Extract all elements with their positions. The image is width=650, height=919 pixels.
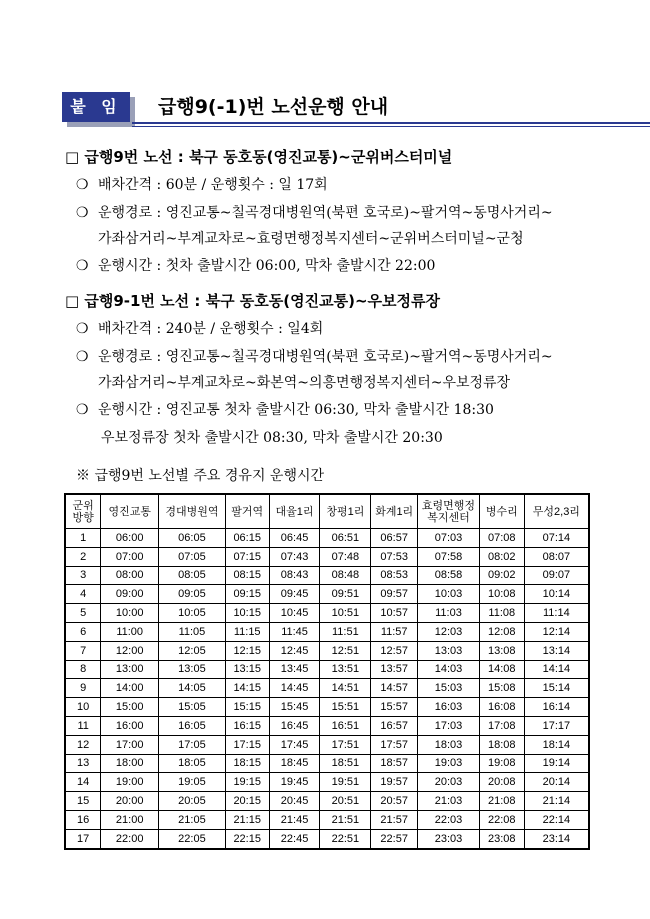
route9-path: ❍ 운행경로 : 영진교통~칠곡경대병원역(북편 호국로)~팔거역~동명사거리~ [76,205,553,221]
time-cell: 10:00 [101,604,159,623]
time-cell: 12:45 [269,641,320,660]
time-cell: 08:00 [101,566,159,585]
time-cell: 21:00 [101,810,159,829]
time-cell: 23:03 [418,829,480,848]
time-cell: 11:03 [418,604,480,623]
time-cell: 16:14 [524,698,589,717]
trip-number-cell: 10 [65,698,101,717]
table-row [65,773,589,792]
time-cell: 11:57 [371,622,418,641]
time-cell: 14:05 [159,679,226,698]
time-cell: 15:15 [225,698,269,717]
trip-number-cell: 7 [65,641,101,660]
time-cell: 18:08 [479,735,524,754]
time-cell: 11:14 [524,604,589,623]
time-cell: 19:15 [225,773,269,792]
time-cell: 22:00 [101,829,159,848]
trip-number-cell: 17 [65,829,101,848]
time-cell: 10:14 [524,585,589,604]
time-cell: 12:08 [479,622,524,641]
time-cell: 21:14 [524,792,589,811]
column-header: 병수리 [479,494,524,529]
time-cell: 11:51 [320,622,371,641]
time-cell: 21:45 [269,810,320,829]
time-cell: 10:51 [320,604,371,623]
time-cell: 10:45 [269,604,320,623]
route9-interval: ❍ 배차간격 : 60분 / 운행횟수 : 일 17회 [76,177,328,193]
document-header [62,92,592,128]
time-cell: 17:03 [418,716,480,735]
route9-1-interval: ❍ 배차간격 : 240분 / 운행횟수 : 일4회 [76,321,324,337]
time-cell: 08:53 [371,566,418,585]
time-cell: 06:45 [269,529,320,548]
route9-title: □ 급행9번 노선 : 북구 동호동(영진교통)~군위버스터미널 [65,148,453,166]
route9-1-hours: ❍ 운행시간 : 영진교통 첫차 출발시간 06:30, 막차 출발시간 18:30 [76,402,494,418]
time-cell: 09:02 [479,566,524,585]
time-cell: 22:57 [371,829,418,848]
time-cell: 18:15 [225,754,269,773]
circle-bullet-icon: ❍ [76,321,89,337]
time-cell: 16:00 [101,716,159,735]
time-cell: 07:15 [225,547,269,566]
time-cell: 21:15 [225,810,269,829]
table-note: ※ 급행9번 노선별 주요 경유지 운행시간 [76,468,325,484]
route9-path-cont: 가좌삼거리~부계교차로~효령면행정복지센터~군위버스터미널~군청 [98,231,524,247]
time-cell: 15:05 [159,698,226,717]
circle-bullet-icon: ❍ [76,177,89,193]
time-cell: 14:15 [225,679,269,698]
title-underline-thin [132,126,650,127]
time-cell: 15:45 [269,698,320,717]
trip-number-cell: 8 [65,660,101,679]
time-cell: 14:51 [320,679,371,698]
time-cell: 12:00 [101,641,159,660]
time-cell: 15:14 [524,679,589,698]
table-row [65,754,589,773]
trip-number-cell: 15 [65,792,101,811]
time-cell: 23:08 [479,829,524,848]
time-cell: 19:03 [418,754,480,773]
time-cell: 19:08 [479,754,524,773]
time-cell: 18:03 [418,735,480,754]
time-cell: 17:08 [479,716,524,735]
table-row [65,716,589,735]
time-cell: 17:15 [225,735,269,754]
table-row [65,679,589,698]
time-cell: 08:05 [159,566,226,585]
route9-1-path: ❍ 운행경로 : 영진교통~칠곡경대병원역(북편 호국로)~팔거역~동명사거리~ [76,349,553,365]
time-cell: 07:48 [320,547,371,566]
table-row [65,810,589,829]
time-cell: 16:57 [371,716,418,735]
time-cell: 13:08 [479,641,524,660]
table-row [65,604,589,623]
time-cell: 06:51 [320,529,371,548]
time-cell: 22:45 [269,829,320,848]
route9-hours: ❍ 운행시간 : 첫차 출발시간 06:00, 막차 출발시간 22:00 [76,258,436,274]
time-cell: 13:45 [269,660,320,679]
time-cell: 07:43 [269,547,320,566]
trip-number-cell: 9 [65,679,101,698]
time-cell: 12:51 [320,641,371,660]
time-cell: 07:14 [524,529,589,548]
time-cell: 12:14 [524,622,589,641]
time-cell: 16:51 [320,716,371,735]
time-cell: 20:14 [524,773,589,792]
time-cell: 16:03 [418,698,480,717]
time-cell: 21:57 [371,810,418,829]
time-cell: 15:08 [479,679,524,698]
time-cell: 10:57 [371,604,418,623]
time-cell: 11:00 [101,622,159,641]
schedule-table [64,493,590,850]
table-row [65,792,589,811]
time-cell: 12:05 [159,641,226,660]
time-cell: 18:00 [101,754,159,773]
attachment-badge: 붙 임 [62,92,130,122]
column-header: 경대병원역 [159,494,226,529]
table-row [65,622,589,641]
time-cell: 13:03 [418,641,480,660]
time-cell: 07:05 [159,547,226,566]
time-cell: 09:51 [320,585,371,604]
time-cell: 13:51 [320,660,371,679]
time-cell: 16:45 [269,716,320,735]
column-header: 효령면행정 복지센터 [418,494,480,529]
time-cell: 19:14 [524,754,589,773]
time-cell: 18:45 [269,754,320,773]
time-cell: 16:05 [159,716,226,735]
time-cell: 14:57 [371,679,418,698]
time-cell: 16:08 [479,698,524,717]
time-cell: 17:51 [320,735,371,754]
time-cell: 17:17 [524,716,589,735]
time-cell: 12:03 [418,622,480,641]
time-cell: 07:58 [418,547,480,566]
time-cell: 08:15 [225,566,269,585]
time-cell: 16:15 [225,716,269,735]
time-cell: 08:02 [479,547,524,566]
table-row [65,566,589,585]
time-cell: 22:05 [159,829,226,848]
time-cell: 07:03 [418,529,480,548]
time-cell: 13:15 [225,660,269,679]
table-row [65,698,589,717]
time-cell: 22:14 [524,810,589,829]
time-cell: 09:00 [101,585,159,604]
time-cell: 22:03 [418,810,480,829]
trip-number-cell: 4 [65,585,101,604]
time-cell: 17:05 [159,735,226,754]
trip-number-cell: 2 [65,547,101,566]
time-cell: 13:05 [159,660,226,679]
time-cell: 23:14 [524,829,589,848]
column-header: 화계1리 [371,494,418,529]
column-header: 영진교통 [101,494,159,529]
time-cell: 18:14 [524,735,589,754]
time-cell: 07:00 [101,547,159,566]
time-cell: 17:00 [101,735,159,754]
time-cell: 18:05 [159,754,226,773]
time-cell: 19:05 [159,773,226,792]
time-cell: 11:15 [225,622,269,641]
table-row [65,829,589,848]
time-cell: 14:08 [479,660,524,679]
time-cell: 09:07 [524,566,589,585]
page-title: 급행9(-1)번 노선운행 안내 [158,96,389,118]
route9-1-path-cont: 가좌삼거리~부계교차로~화본역~의흥면행정복지센터~우보정류장 [98,375,511,391]
column-header: 창평1리 [320,494,371,529]
time-cell: 09:57 [371,585,418,604]
circle-bullet-icon: ❍ [76,205,89,221]
time-cell: 08:43 [269,566,320,585]
time-cell: 09:05 [159,585,226,604]
table-row [65,547,589,566]
time-cell: 10:08 [479,585,524,604]
time-cell: 07:53 [371,547,418,566]
table-header-row [65,494,589,529]
time-cell: 12:57 [371,641,418,660]
time-cell: 20:45 [269,792,320,811]
column-header: 무성2,3리 [524,494,589,529]
time-cell: 22:51 [320,829,371,848]
table-row [65,585,589,604]
circle-bullet-icon: ❍ [76,349,89,365]
circle-bullet-icon: ❍ [76,258,89,274]
time-cell: 06:00 [101,529,159,548]
trip-number-cell: 11 [65,716,101,735]
time-cell: 20:03 [418,773,480,792]
time-cell: 15:57 [371,698,418,717]
column-header: 대율1리 [269,494,320,529]
time-cell: 09:45 [269,585,320,604]
trip-number-cell: 14 [65,773,101,792]
time-cell: 06:15 [225,529,269,548]
time-cell: 08:48 [320,566,371,585]
time-cell: 15:03 [418,679,480,698]
time-cell: 09:15 [225,585,269,604]
time-cell: 19:51 [320,773,371,792]
time-cell: 21:08 [479,792,524,811]
trip-number-cell: 13 [65,754,101,773]
trip-number-cell: 12 [65,735,101,754]
time-cell: 13:14 [524,641,589,660]
time-cell: 10:15 [225,604,269,623]
time-cell: 06:57 [371,529,418,548]
time-cell: 15:00 [101,698,159,717]
time-cell: 11:08 [479,604,524,623]
circle-bullet-icon: ❍ [76,402,89,418]
trip-number-cell: 16 [65,810,101,829]
time-cell: 20:51 [320,792,371,811]
time-cell: 20:08 [479,773,524,792]
time-cell: 15:51 [320,698,371,717]
time-cell: 14:45 [269,679,320,698]
trip-number-cell: 6 [65,622,101,641]
time-cell: 20:05 [159,792,226,811]
route9-1-title: □ 급행9-1번 노선 : 북구 동호동(영진교통)~우보정류장 [65,292,440,310]
trip-number-cell: 3 [65,566,101,585]
route9-1-hours-cont: 우보정류장 첫차 출발시간 08:30, 막차 출발시간 20:30 [101,430,443,446]
time-cell: 12:15 [225,641,269,660]
time-cell: 18:57 [371,754,418,773]
time-cell: 20:15 [225,792,269,811]
table-row [65,660,589,679]
time-cell: 14:00 [101,679,159,698]
time-cell: 14:14 [524,660,589,679]
time-cell: 22:15 [225,829,269,848]
time-cell: 21:03 [418,792,480,811]
time-cell: 17:45 [269,735,320,754]
time-cell: 08:07 [524,547,589,566]
time-cell: 08:58 [418,566,480,585]
table-row [65,735,589,754]
time-cell: 19:00 [101,773,159,792]
time-cell: 11:05 [159,622,226,641]
time-cell: 19:57 [371,773,418,792]
time-cell: 06:05 [159,529,226,548]
time-cell: 10:05 [159,604,226,623]
time-cell: 13:00 [101,660,159,679]
table-row [65,529,589,548]
time-cell: 11:45 [269,622,320,641]
time-cell: 22:08 [479,810,524,829]
time-cell: 13:57 [371,660,418,679]
time-cell: 18:51 [320,754,371,773]
time-cell: 20:57 [371,792,418,811]
time-cell: 20:00 [101,792,159,811]
time-cell: 17:57 [371,735,418,754]
time-cell: 21:51 [320,810,371,829]
time-cell: 14:03 [418,660,480,679]
column-header: 팔거역 [225,494,269,529]
time-cell: 19:45 [269,773,320,792]
time-cell: 07:08 [479,529,524,548]
time-cell: 21:05 [159,810,226,829]
time-cell: 10:03 [418,585,480,604]
column-header: 군위 방향 [65,494,101,529]
title-underline [132,122,650,124]
trip-number-cell: 5 [65,604,101,623]
trip-number-cell: 1 [65,529,101,548]
table-row [65,641,589,660]
